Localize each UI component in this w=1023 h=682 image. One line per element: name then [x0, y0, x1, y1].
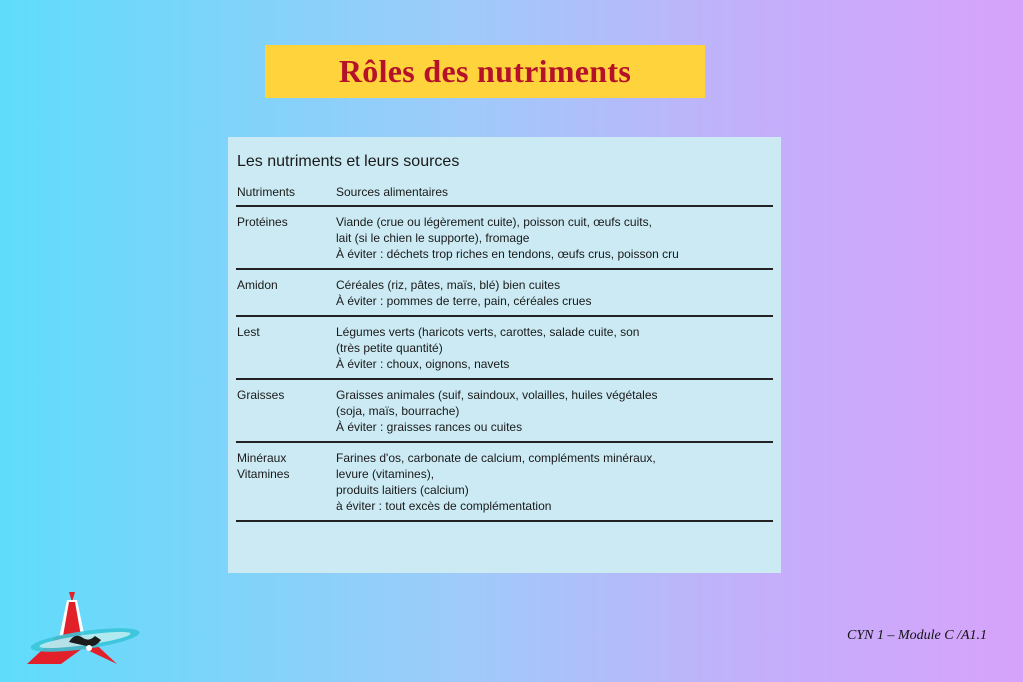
sources-cell [336, 214, 773, 262]
nutrient-name: Amidon [237, 278, 278, 292]
nutrient-cell [236, 450, 336, 514]
nutrient-cell [236, 214, 336, 262]
sources-cell [336, 450, 773, 514]
source-line: À éviter : choux, oignons, navets [336, 357, 510, 371]
source-line: Farines d'os, carbonate de calcium, compléments minéraux, [336, 451, 656, 465]
title-banner [265, 45, 705, 98]
table-header-row [236, 183, 773, 207]
source-line: Légumes verts (haricots verts, carottes, salade cuite, son [336, 325, 640, 339]
source-line: À éviter : déchets trop riches en tendons, œufs crus, poisson cru [336, 247, 679, 261]
source-line: (soja, maïs, bourrache) [336, 404, 460, 418]
source-line: Céréales (riz, pâtes, maïs, blé) bien cuites [336, 278, 561, 292]
sources-cell [336, 324, 773, 372]
nutrient-cell [236, 324, 336, 372]
nutrient-cell [236, 387, 336, 435]
source-line: À éviter : pommes de terre, pain, céréales crues [336, 294, 592, 308]
footer-module-label: CYN 1 – Module C /A1.1 [846, 628, 987, 643]
source-line: Graisses animales (suif, saindoux, volailles, huiles végétales [336, 388, 658, 402]
nutrient-name: Graisses [237, 388, 285, 402]
table-row [236, 317, 773, 380]
table-row [236, 207, 773, 270]
source-line: lait (si le chien le supporte), fromage [336, 231, 530, 245]
column-header-sources: Sources alimentaires [336, 185, 449, 199]
source-line: levure (vitamines), [336, 467, 435, 481]
column-header-nutriments: Nutriments [237, 185, 296, 199]
nutrient-cell [236, 277, 336, 309]
nutrient-name: Vitamines [237, 467, 290, 481]
source-line: produits laitiers (calcium) [336, 483, 469, 497]
table-row [236, 380, 773, 443]
club-logo-icon [25, 590, 140, 670]
nutrient-name: Minéraux [237, 451, 287, 465]
table-row [236, 270, 773, 317]
source-line: À éviter : graisses rances ou cuites [336, 420, 523, 434]
source-line: Viande (crue ou légèrement cuite), poisson cuit, œufs cuits, [336, 215, 652, 229]
table-row [236, 443, 773, 522]
slide-title: Rôles des nutriments [338, 53, 632, 89]
nutrient-table-card [228, 137, 781, 573]
source-line: à éviter : tout excès de complémentation [336, 499, 552, 513]
source-line: (très petite quantité) [336, 341, 443, 355]
nutrient-name: Lest [237, 325, 260, 339]
sources-cell [336, 387, 773, 435]
sources-cell [336, 277, 773, 309]
nutrient-name: Protéines [237, 215, 288, 229]
table-heading: Les nutriments et leurs sources [237, 153, 460, 170]
